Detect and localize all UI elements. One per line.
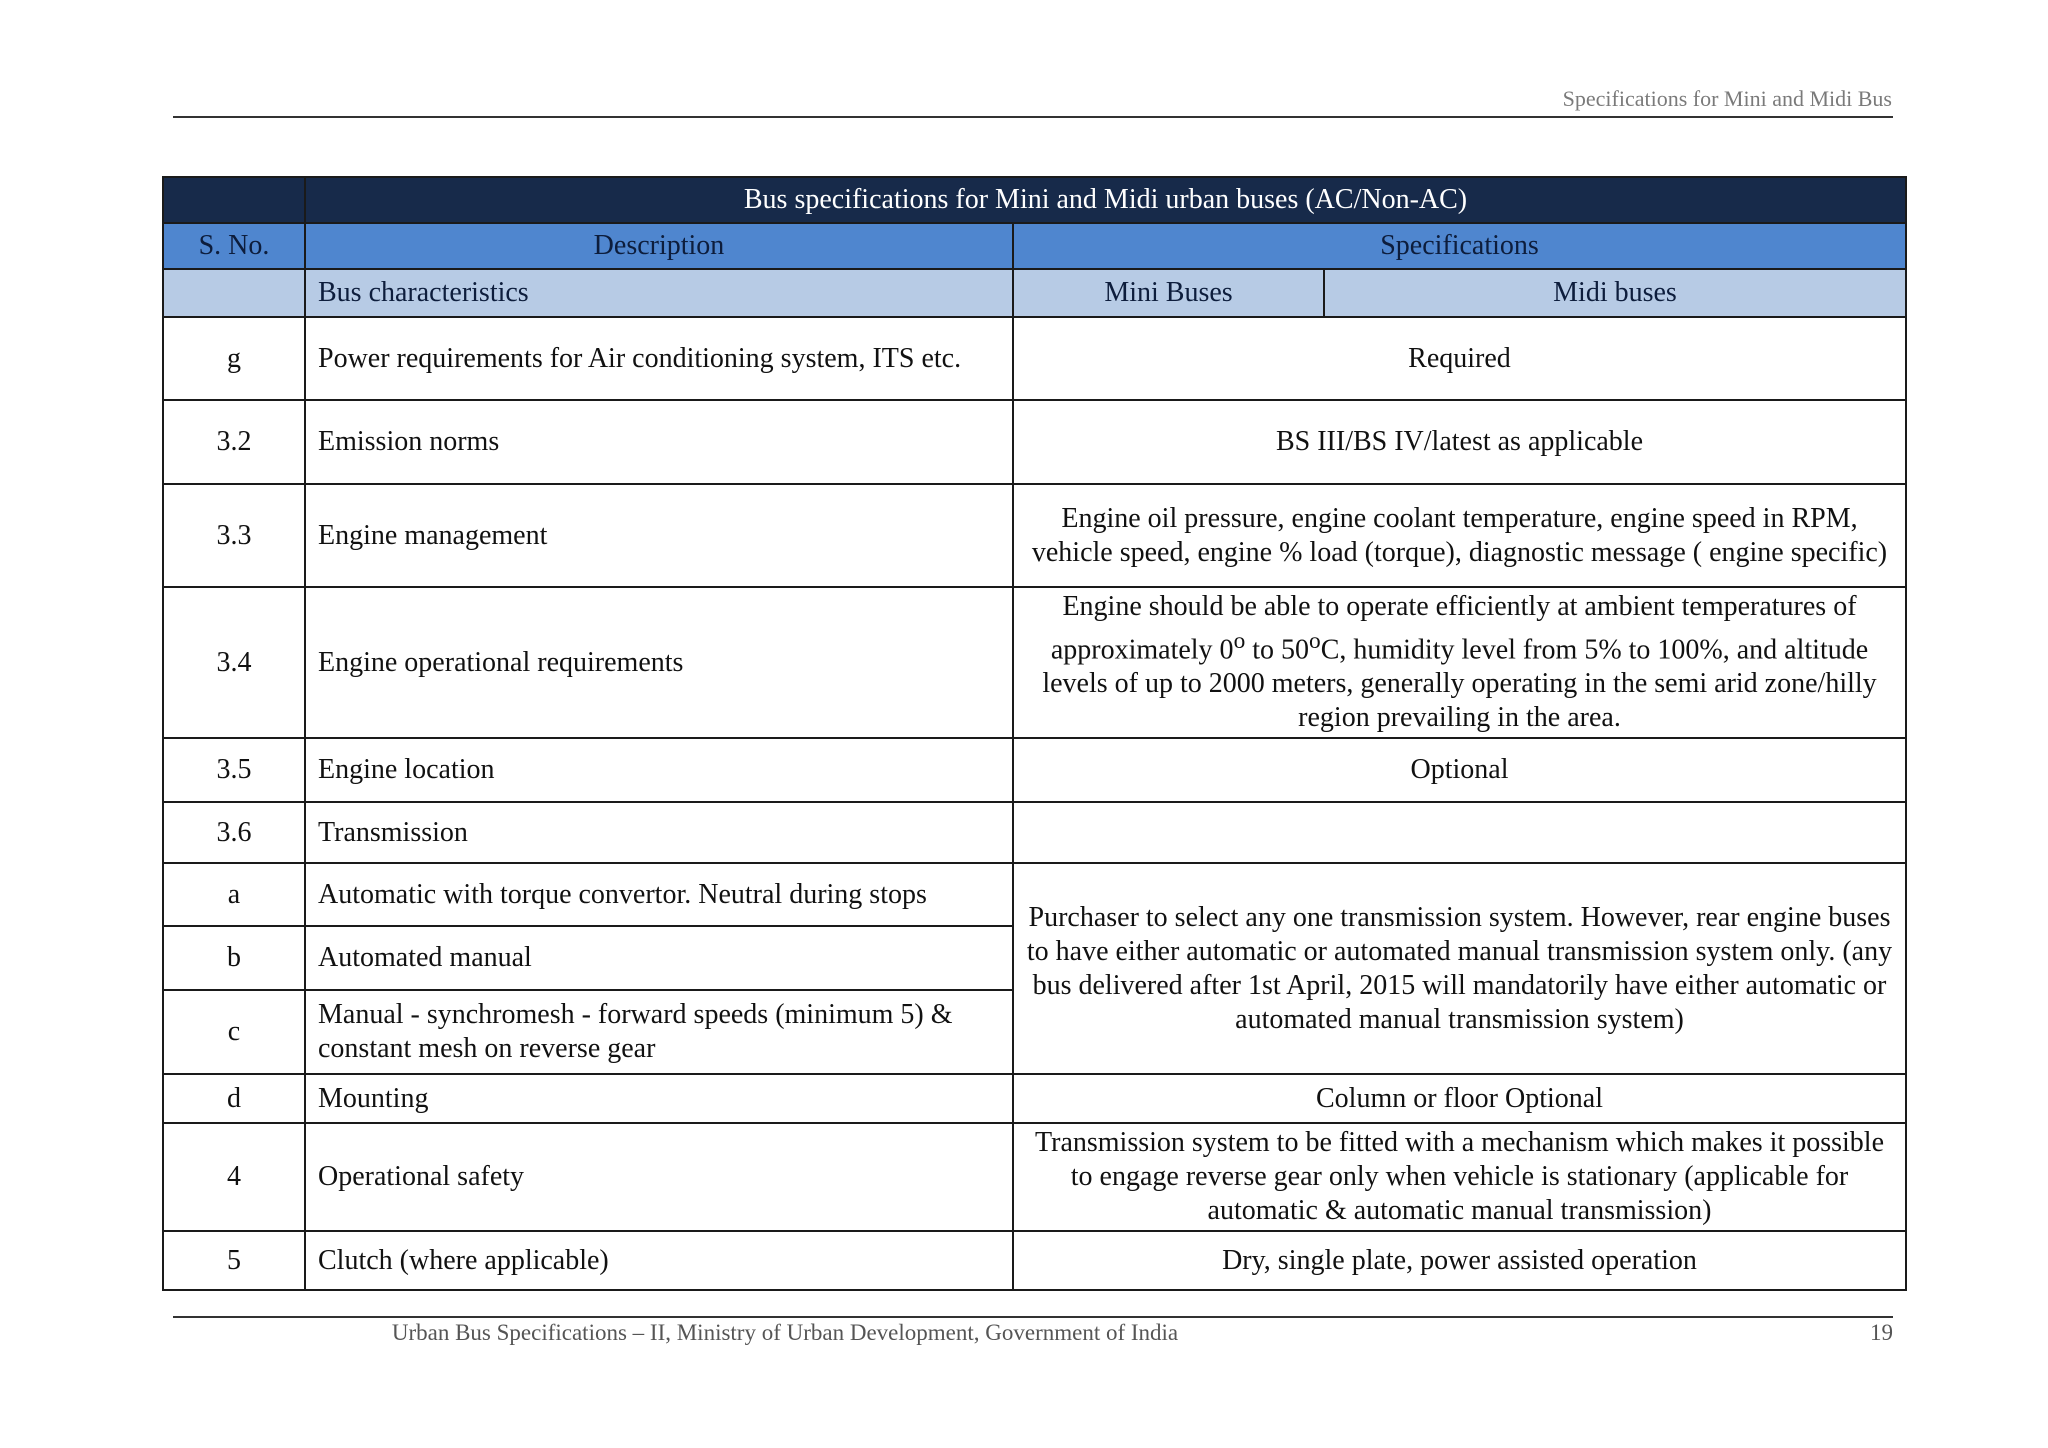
col-specifications-header: Specifications bbox=[1013, 223, 1906, 269]
row-spec: Engine oil pressure, engine coolant temperature, engine speed in RPM, vehicle speed, engine % load (torque), diagnostic message ( engine specific) bbox=[1013, 484, 1906, 587]
sub-mini-buses: Mini Buses bbox=[1013, 269, 1324, 317]
degree-superscript: o bbox=[1309, 628, 1321, 654]
col-sno-header: S. No. bbox=[163, 223, 305, 269]
row-description: Operational safety bbox=[305, 1123, 1013, 1231]
row-sno: d bbox=[163, 1074, 305, 1123]
column-header-row bbox=[163, 223, 1906, 269]
spec-table bbox=[162, 176, 1907, 1291]
sub-blank-cell bbox=[163, 269, 305, 317]
table-title: Bus specifications for Mini and Midi urban buses (AC/Non-AC) bbox=[305, 177, 1906, 223]
running-header: Specifications for Mini and Midi Bus bbox=[1562, 86, 1892, 111]
spec-text-part: Engine should be able to operate efficiently at ambient temperatures of approximately 0 bbox=[1050, 591, 1857, 666]
table-row bbox=[163, 1123, 1906, 1231]
title-blank-cell bbox=[163, 177, 305, 223]
table-title-row bbox=[163, 177, 1906, 223]
row-sno: g bbox=[163, 317, 305, 400]
table-row bbox=[163, 400, 1906, 484]
row-sno: b bbox=[163, 926, 305, 990]
row-description: Engine location bbox=[305, 738, 1013, 802]
row-spec: Dry, single plate, power assisted operation bbox=[1013, 1231, 1906, 1290]
row-spec: Transmission system to be fitted with a mechanism which makes it possible to engage reverse gear only when vehicle is stationary (applicable for automatic & automatic manual transmission) bbox=[1013, 1123, 1906, 1231]
row-description: Transmission bbox=[305, 802, 1013, 863]
row-sno: 3.6 bbox=[163, 802, 305, 863]
page-number: 19 bbox=[1870, 1320, 1893, 1345]
row-sno: c bbox=[163, 990, 305, 1074]
row-spec: Required bbox=[1013, 317, 1906, 400]
row-sno: a bbox=[163, 863, 305, 926]
sub-header-row bbox=[163, 269, 1906, 317]
row-spec: Optional bbox=[1013, 738, 1906, 802]
table-row bbox=[163, 484, 1906, 587]
row-sno: 5 bbox=[163, 1231, 305, 1290]
footer-rule bbox=[173, 1316, 1893, 1318]
row-description: Engine management bbox=[305, 484, 1013, 587]
row-sno: 3.5 bbox=[163, 738, 305, 802]
row-sno: 3.3 bbox=[163, 484, 305, 587]
row-description: Automated manual bbox=[305, 926, 1013, 990]
table-row bbox=[163, 738, 1906, 802]
row-description: Power requirements for Air conditioning system, ITS etc. bbox=[305, 317, 1013, 400]
table-row bbox=[163, 1231, 1906, 1290]
sub-midi-buses: Midi buses bbox=[1324, 269, 1906, 317]
row-description: Mounting bbox=[305, 1074, 1013, 1123]
spec-text-part: to 50 bbox=[1245, 634, 1310, 666]
spec-text-part: C, humidity level from 5% to 100%, and altitude levels of up to 2000 meters, generally operating in the semi arid zone/hilly region prevailing in the area. bbox=[1042, 634, 1877, 734]
table-row bbox=[163, 1074, 1906, 1123]
row-spec bbox=[1013, 587, 1906, 738]
row-description: Manual - synchromesh - forward speeds (minimum 5) & constant mesh on reverse gear bbox=[305, 990, 1013, 1074]
row-description: Engine operational requirements bbox=[305, 587, 1013, 738]
row-sno: 3.2 bbox=[163, 400, 305, 484]
row-description: Clutch (where applicable) bbox=[305, 1231, 1013, 1290]
table-row bbox=[163, 863, 1906, 926]
degree-superscript: o bbox=[1233, 628, 1246, 654]
table-row bbox=[163, 587, 1906, 738]
running-footer: Urban Bus Specifications – II, Ministry of Urban Development, Government of India bbox=[391, 1320, 1179, 1345]
col-description-header: Description bbox=[305, 223, 1013, 269]
transmission-spec: Purchaser to select any one transmission system. However, rear engine buses to have either automatic or automated manual transmission system only. (any bus delivered after 1st April, 2015 will mandatorily have either automatic or automated manual transmission system) bbox=[1013, 863, 1906, 1074]
row-sno: 4 bbox=[163, 1123, 305, 1231]
table-row bbox=[163, 317, 1906, 400]
row-description: Emission norms bbox=[305, 400, 1013, 484]
row-sno: 3.4 bbox=[163, 587, 305, 738]
header-rule bbox=[173, 116, 1893, 118]
row-spec: Column or floor Optional bbox=[1013, 1074, 1906, 1123]
row-spec bbox=[1013, 802, 1906, 863]
row-spec: BS III/BS IV/latest as applicable bbox=[1013, 400, 1906, 484]
row-description: Automatic with torque convertor. Neutral during stops bbox=[305, 863, 1013, 926]
table-row bbox=[163, 802, 1906, 863]
sub-bus-characteristics: Bus characteristics bbox=[305, 269, 1013, 317]
